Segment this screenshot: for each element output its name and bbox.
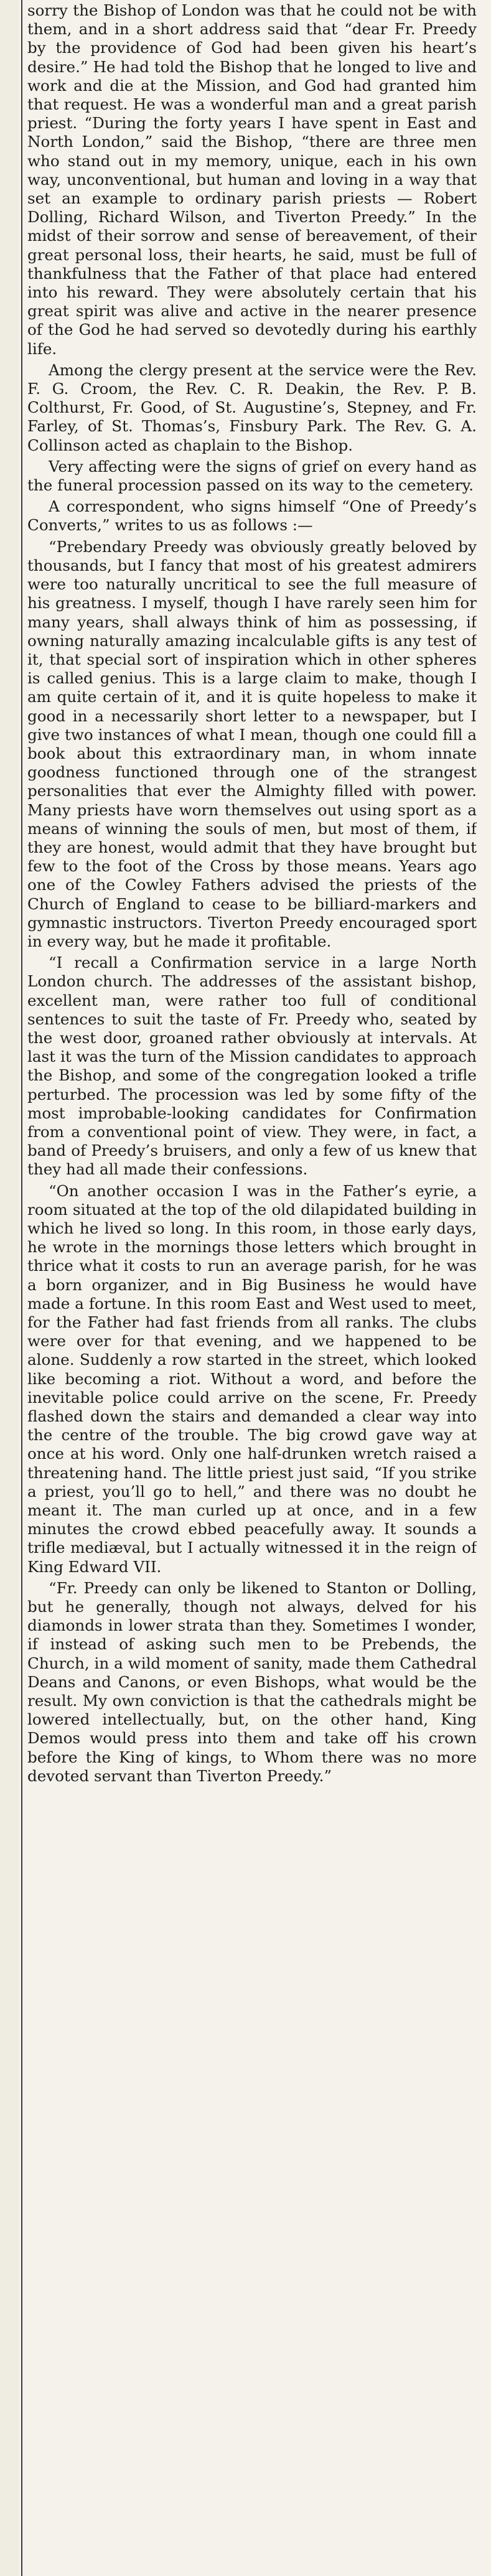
paragraph-letter-confirmation: “I recall a Confirmation service in a large North London church. The addresses of the assistant bishop, excellent man, were rather too full of conditional sentences to suit the taste of Fr. Preedy who, seated by the west door, groaned rather obviously at intervals. At last it was the turn of the Mission candidates to approach the Bishop, and some of the congregation looked a trifle perturbed. The procession was led by some fifty of the most improbable-looking candidates for Confirmation from a conventional point of view. They were, in fact, a band of Preedy’s bruisers, and only a few of us knew that they had all made their confessions.: [27, 953, 477, 1179]
paragraph-clergy-present: Among the clergy present at the service were the Rev. F. G. Croom, the Rev. C. R. Deakin, the Rev. P. B. Colthurst, Fr. Good, of St. Augustine’s, Stepney, and Fr. Farley, of St. Thomas’s, Finsbury Park. The Rev. G. A. Collinson acted as chaplain to the Bishop.: [27, 360, 477, 454]
paragraph-letter-conclusion: “Fr. Preedy can only be likened to Stanton or Dolling, but he generally, though not always, delved for his diamonds in lower strata than they. Sometimes I wonder, if instead of asking such men to be Prebends, the Church, in a wild moment of sanity, made them Cathedral Deans and Canons, or even Bishops, what would be the result. My own conviction is that the cathedrals might be lowered intellectually, but, on the other hand, King Demos would press into them and take off his crown before the King of kings, to Whom there was no more devoted servant than Tiverton Preedy.”: [27, 1578, 477, 1785]
article-column: [27, 1, 477, 2572]
paragraph-funeral-procession: Very affecting were the signs of grief on every hand as the funeral procession passed on its way to the cemetery.: [27, 457, 477, 495]
adjacent-column-letters: [0, 934, 16, 2054]
paragraph-bishop-address: sorry the Bishop of London was that he could not be with them, and in a short address said that “dear Fr. Preedy by the providence of God had been given his heart’s desire.” He had told the Bishop that he longed to live and work and die at the Mission, and God had granted him that request. He was a wonderful man and a great parish priest. “During the forty years I have spent in East and North London,” said the Bishop, “there are three men who stand out in my memory, unique, each in his own way, unconventional, but human and loving in a way that set an example to ordinary parish priests — Robert Dolling, Richard Wilson, and Tiverton Preedy.” In the midst of their sorrow and sense of bereavement, of their great personal loss, their hearts, he said, must be full of thankfulness that the Father of that place had entered into his reward. They were absolutely certain that his great spirit was alive and active in the nearer presence of the God he had served so devotedly during his earthly life.: [27, 1, 477, 358]
paragraph-letter-genius: “Prebendary Preedy was obviously greatly beloved by thousands, but I fancy that most of his greatest admirers were too naturally uncritical to see the full measure of his greatness. I myself, though I have rarely seen him for many years, shall always think of him as possessing, if owning naturally amazing incalculable gifts is any test of it, that special sort of inspiration which in other spheres is called genius. This is a large claim to make, though I am quite certain of it, and it is quite hopeless to make it good in a necessarily short letter to a newspaper, but I give two instances of what I mean, though one could fill a book about this extraordinary man, in whom innate goodness functioned through one of the strangest personalities that ever the Almighty filled with power. Many priests have worn themselves out using sport as a means of winning the souls of men, but most of them, if they are honest, would admit that they have brought but few to the foot of the Cross by those means. Years ago one of the Cowley Fathers advised the priests of the Church of England to cease to be billiard-markers and gymnastic instructors. Tiverton Preedy encouraged sport in every way, but he made it profitable.: [27, 537, 477, 950]
paragraph-letter-eyrie: “On another occasion I was in the Father’s eyrie, a room situated at the top of the old dilapidated building in which he lived so long. In this room, in those early days, he wrote in the mornings those letters which brought in thrice what it costs to run an average parish, for he was a born organizer, and in Big Business he would have made a fortune. In this room East and West used to meet, for the Father had fast friends from all ranks. The clubs were over for that evening, and we happened to be alone. Suddenly a row started in the street, which looked like becoming a riot. Without a word, and before the inevitable police could arrive on the scene, Fr. Preedy flashed down the stairs and demanded a clear way into the centre of the trouble. The big crowd gave way at once at his word. Only one half-drunken wretch raised a threatening hand. The little priest just said, “If you strike a priest, you’ll go to hell,” and there was no doubt he meant it. The man curled up at once, and in a few minutes the crowd ebbed peacefully away. It sounds a trifle mediæval, but I actually witnessed it in the reign of King Edward VII.: [27, 1181, 477, 1576]
adjacent-column-fragment: [0, 0, 19, 2576]
paragraph-correspondent-intro: A correspondent, who signs himself “One of Preedy’s Converts,” writes to us as follows :—: [27, 497, 477, 535]
column-rule: [21, 0, 22, 2576]
